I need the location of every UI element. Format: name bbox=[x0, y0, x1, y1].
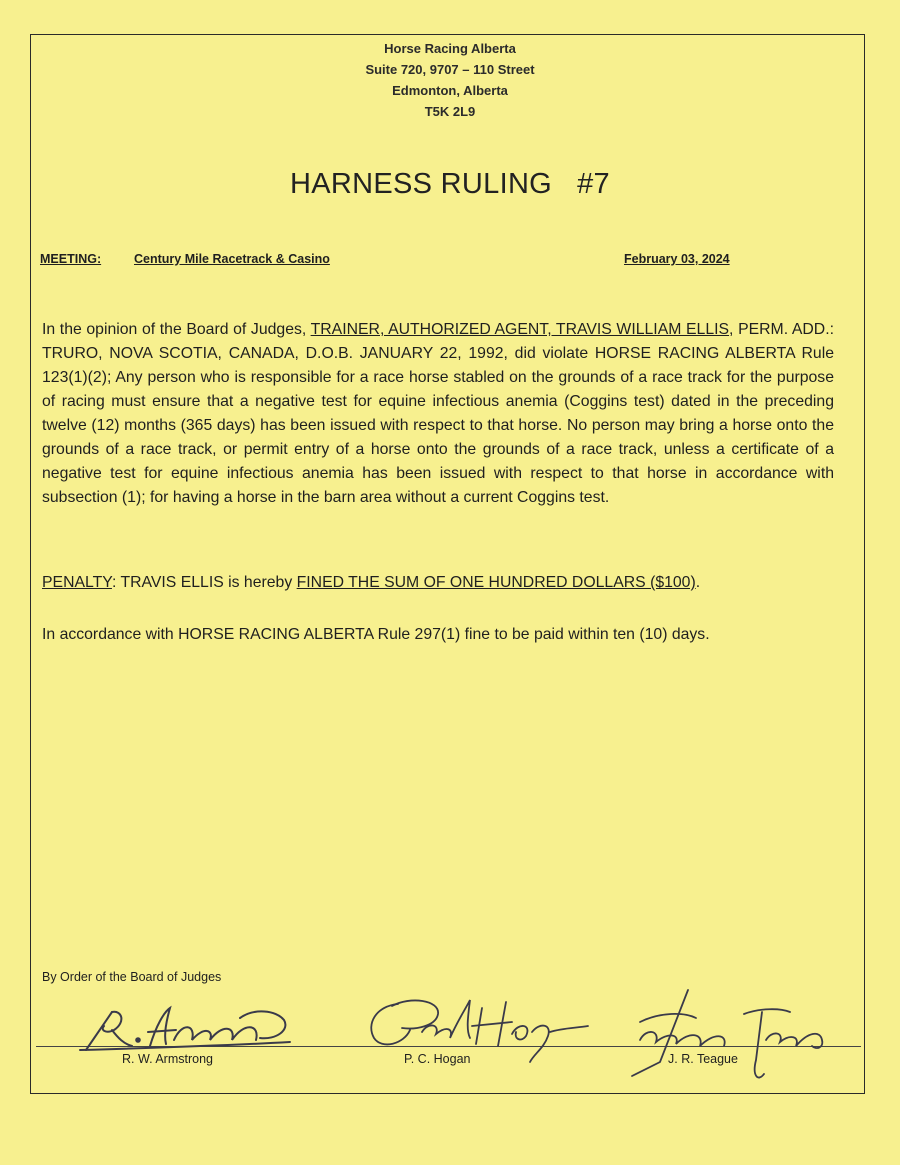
ruling-intro: In the opinion of the Board of Judges, bbox=[42, 321, 311, 338]
ruling-details: , PERM. ADD.: TRURO, NOVA SCOTIA, CANADA, D.O.B. JANUARY 22, 1992, did violate HORSE RACING ALBERTA Rule 123(1)(2); Any person who is responsible for a race horse stabled on the grounds of a race track for the purpose of racing must ensure that a negative test for equine infectious anemia (Coggins test) dated in the preceding twelve (12) months (365 days) has been issued with respect to that horse. No person may bring a horse onto the grounds of a race track, or permit entry of a horse onto the grounds of a race track, unless a certificate of a negative test for equine infectious anemia has been issued with respect to that horse in accordance with subsection (1); for having a horse in the barn area without a current Coggins test. bbox=[42, 321, 834, 506]
signatory-name-2: P. C. Hogan bbox=[404, 1052, 471, 1066]
penalty-end: . bbox=[695, 574, 701, 591]
signatory-name-1: R. W. Armstrong bbox=[122, 1052, 213, 1066]
ruling-title: HARNESS RULING #7 bbox=[290, 168, 610, 200]
signatory-name-3: J. R. Teague bbox=[668, 1052, 738, 1066]
meeting-date: February 03, 2024 bbox=[624, 252, 730, 266]
ruling-subject: TRAINER, AUTHORIZED AGENT, TRAVIS WILLIAM ELLIS bbox=[310, 321, 730, 338]
postal-code: T5K 2L9 bbox=[424, 104, 476, 119]
penalty-text: : TRAVIS ELLIS is hereby bbox=[111, 574, 297, 591]
signature-armstrong bbox=[80, 1008, 290, 1050]
address-line-1: Suite 720, 9707 – 110 Street bbox=[365, 62, 535, 77]
meeting-venue: Century Mile Racetrack & Casino bbox=[134, 252, 330, 266]
accordance-paragraph: In accordance with HORSE RACING ALBERTA Rule 297(1) fine to be paid within ten (10) days. bbox=[42, 626, 710, 643]
penalty-fine: FINED THE SUM OF ONE HUNDRED DOLLARS ($100) bbox=[296, 574, 696, 591]
penalty-label: PENALTY bbox=[42, 574, 112, 591]
address-line-2: Edmonton, Alberta bbox=[392, 83, 508, 98]
by-order-label: By Order of the Board of Judges bbox=[42, 970, 222, 984]
org-name: Horse Racing Alberta bbox=[384, 41, 516, 56]
meeting-label: MEETING: bbox=[40, 252, 102, 266]
